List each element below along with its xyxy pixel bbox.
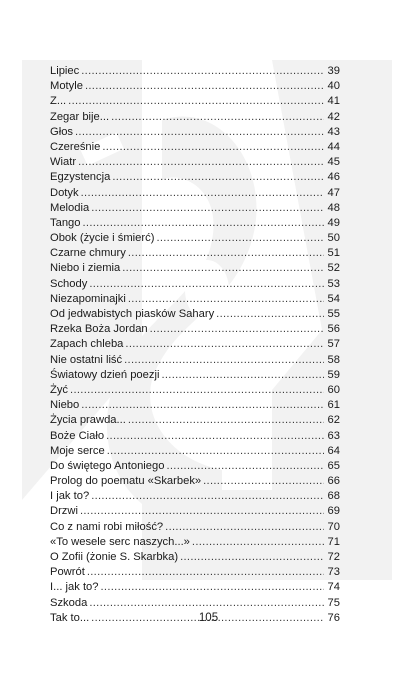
toc-entry-page-number: 61 xyxy=(327,399,340,412)
toc-entry-title: Wiatr xyxy=(50,156,77,169)
dot-leader xyxy=(203,474,324,489)
toc-entry-title: Tango xyxy=(50,216,81,229)
toc-entry xyxy=(50,504,340,519)
dot-leader xyxy=(78,155,324,170)
dot-leader xyxy=(107,444,324,459)
toc-entry xyxy=(50,580,340,595)
toc-entry-title: Powrót xyxy=(50,566,85,579)
dot-leader xyxy=(82,216,324,231)
toc-entry xyxy=(50,474,340,489)
toc-entry-title: Lipiec xyxy=(50,65,80,77)
toc-entry xyxy=(50,292,340,307)
toc-entry-page-number: 70 xyxy=(327,520,340,533)
dot-leader xyxy=(91,489,324,504)
dot-leader xyxy=(89,596,324,611)
toc-entry-page-number: 72 xyxy=(327,551,340,563)
toc-entry-page-number: 66 xyxy=(327,475,340,488)
toc-entry xyxy=(50,94,340,109)
toc-entry-page-number: 62 xyxy=(327,414,340,427)
toc-entry-title: O Zofii (żonie S. Skarbka) xyxy=(50,551,179,563)
toc-entry-title: Do świętego Antoniego xyxy=(50,459,165,472)
toc-entry xyxy=(50,383,340,398)
toc-entry-title: Od jedwabistych piasków Sahary xyxy=(50,308,215,320)
dot-leader xyxy=(122,261,324,276)
toc-entry xyxy=(50,170,340,185)
toc-entry xyxy=(50,79,340,94)
toc-entry-title: Moje serce xyxy=(50,444,105,457)
toc-entry xyxy=(50,64,340,79)
dot-leader xyxy=(161,368,324,383)
toc-entry-title: Zapach chleba xyxy=(50,338,124,351)
toc-entry xyxy=(50,277,340,292)
toc-entry xyxy=(50,398,340,413)
dot-leader xyxy=(81,398,324,413)
toc-entry-page-number: 48 xyxy=(327,201,340,214)
toc-entry xyxy=(50,489,340,504)
toc-entry xyxy=(50,186,340,201)
toc-entry-page-number: 39 xyxy=(327,65,340,77)
dot-leader xyxy=(68,94,324,109)
toc-entry-title: Niezapominajki xyxy=(50,292,126,305)
dot-leader xyxy=(150,322,324,337)
toc-entry-title: Drzwi xyxy=(50,505,78,518)
toc-entry-page-number: 74 xyxy=(327,581,340,594)
dot-leader xyxy=(81,64,324,79)
dot-leader xyxy=(166,459,324,474)
toc-entry-page-number: 73 xyxy=(327,566,340,579)
toc-entry-page-number: 49 xyxy=(327,216,340,229)
toc-entry xyxy=(50,231,340,246)
toc-entry-page-number: 64 xyxy=(327,444,340,457)
dot-leader xyxy=(128,292,324,307)
toc-entry-page-number: 57 xyxy=(327,338,340,351)
toc-entry-title: Czarne chmury xyxy=(50,247,126,260)
toc-entry xyxy=(50,322,340,337)
toc-entry xyxy=(50,155,340,170)
toc-entry-page-number: 46 xyxy=(327,171,340,184)
toc-entry-title: Niebo xyxy=(50,399,80,412)
dot-leader xyxy=(70,383,324,398)
toc-entry-page-number: 69 xyxy=(327,505,340,518)
page-number: 105 xyxy=(198,612,219,624)
dot-leader xyxy=(165,520,324,535)
dot-leader xyxy=(101,580,324,595)
toc-entry xyxy=(50,550,340,565)
toc-entry xyxy=(50,307,340,322)
dot-leader xyxy=(125,337,324,352)
dot-leader xyxy=(106,429,324,444)
dot-leader xyxy=(156,231,324,246)
toc-entry-page-number: 59 xyxy=(327,368,340,381)
toc-entry-title: Szkoda xyxy=(50,596,88,609)
toc-entry-page-number: 63 xyxy=(327,429,340,442)
table-of-contents xyxy=(50,64,340,626)
toc-entry xyxy=(50,246,340,261)
toc-entry-page-number: 41 xyxy=(327,95,340,108)
toc-entry-page-number: 71 xyxy=(327,535,340,548)
toc-entry xyxy=(50,520,340,535)
toc-entry-page-number: 65 xyxy=(327,459,340,472)
toc-entry xyxy=(50,565,340,580)
toc-entry xyxy=(50,140,340,155)
toc-entry xyxy=(50,429,340,444)
toc-entry-title: Z... xyxy=(50,95,67,108)
toc-entry-title: Żyć xyxy=(50,383,69,396)
toc-entry-title: Dotyk xyxy=(50,186,79,199)
dot-leader xyxy=(91,201,324,216)
toc-entry-page-number: 50 xyxy=(327,232,340,245)
toc-entry-title: Motyle xyxy=(50,80,83,93)
toc-entry xyxy=(50,444,340,459)
dot-leader xyxy=(89,277,324,292)
toc-entry xyxy=(50,216,340,231)
dot-leader xyxy=(111,110,324,125)
toc-entry-title: Głos xyxy=(50,125,74,138)
toc-entry-page-number: 54 xyxy=(327,292,340,305)
toc-entry-title: Rzeka Boża Jordan xyxy=(50,323,148,336)
toc-entry-title: «To wesele serc naszych...» xyxy=(50,535,190,548)
toc-entry xyxy=(50,337,340,352)
toc-entry-page-number: 53 xyxy=(327,277,340,290)
toc-entry-page-number: 52 xyxy=(327,262,340,275)
toc-entry-title: Egzystencja xyxy=(50,171,111,184)
dot-leader xyxy=(75,125,324,140)
toc-entry-title: I jak to? xyxy=(50,490,90,503)
toc-entry-page-number: 51 xyxy=(327,247,340,260)
toc-entry-title: Tak to... xyxy=(50,611,90,624)
toc-entry-title: Niebo i ziemia xyxy=(50,262,121,275)
dot-leader xyxy=(128,246,324,261)
dot-leader xyxy=(80,504,324,519)
toc-entry xyxy=(50,201,340,216)
dot-leader xyxy=(102,140,324,155)
toc-entry xyxy=(50,459,340,474)
toc-entry-page-number: 43 xyxy=(327,125,340,138)
toc-entry-title: Boże Ciało xyxy=(50,429,105,442)
toc-entry-title: Zegar bije... xyxy=(50,110,110,123)
toc-entry-title: Nie ostatni liść xyxy=(50,353,123,366)
toc-entry xyxy=(50,125,340,140)
toc-entry-page-number: 47 xyxy=(327,186,340,199)
dot-leader xyxy=(128,413,324,428)
toc-entry-page-number: 58 xyxy=(327,353,340,366)
dot-leader xyxy=(112,170,324,185)
dot-leader xyxy=(192,535,324,550)
dot-leader xyxy=(85,79,324,94)
toc-entry-page-number: 45 xyxy=(327,156,340,169)
toc-entry xyxy=(50,596,340,611)
toc-entry-title: Czereśnie xyxy=(50,140,101,153)
dot-leader xyxy=(81,186,324,201)
toc-entry xyxy=(50,413,340,428)
toc-entry-page-number: 55 xyxy=(327,308,340,320)
toc-entry xyxy=(50,368,340,383)
toc-entry-page-number: 44 xyxy=(327,140,340,153)
toc-entry xyxy=(50,110,340,125)
toc-entry-page-number: 60 xyxy=(327,383,340,396)
toc-entry-page-number: 75 xyxy=(327,596,340,609)
toc-entry-title: Melodia xyxy=(50,201,90,214)
toc-entry-title: Schody xyxy=(50,277,88,290)
toc-entry-title: Obok (życie i śmierć) xyxy=(50,232,155,245)
toc-entry-title: Co z nami robi miłość? xyxy=(50,520,164,533)
dot-leader xyxy=(124,353,324,368)
dot-leader xyxy=(180,550,324,565)
dot-leader xyxy=(216,307,324,322)
toc-entry-page-number: 76 xyxy=(327,611,340,624)
toc-entry xyxy=(50,535,340,550)
toc-entry-page-number: 56 xyxy=(327,323,340,336)
toc-entry-page-number: 68 xyxy=(327,490,340,503)
toc-entry-title: Światowy dzień poezji xyxy=(50,368,160,381)
dot-leader xyxy=(87,565,324,580)
toc-entry-title: I... jak to? xyxy=(50,581,99,594)
toc-entry xyxy=(50,261,340,276)
toc-entry-page-number: 40 xyxy=(327,80,340,93)
toc-entry-page-number: 42 xyxy=(327,110,340,123)
toc-entry xyxy=(50,353,340,368)
toc-entry-title: Życia prawda... xyxy=(50,414,126,427)
toc-entry-title: Prolog do poematu «Skarbek» xyxy=(50,475,202,488)
